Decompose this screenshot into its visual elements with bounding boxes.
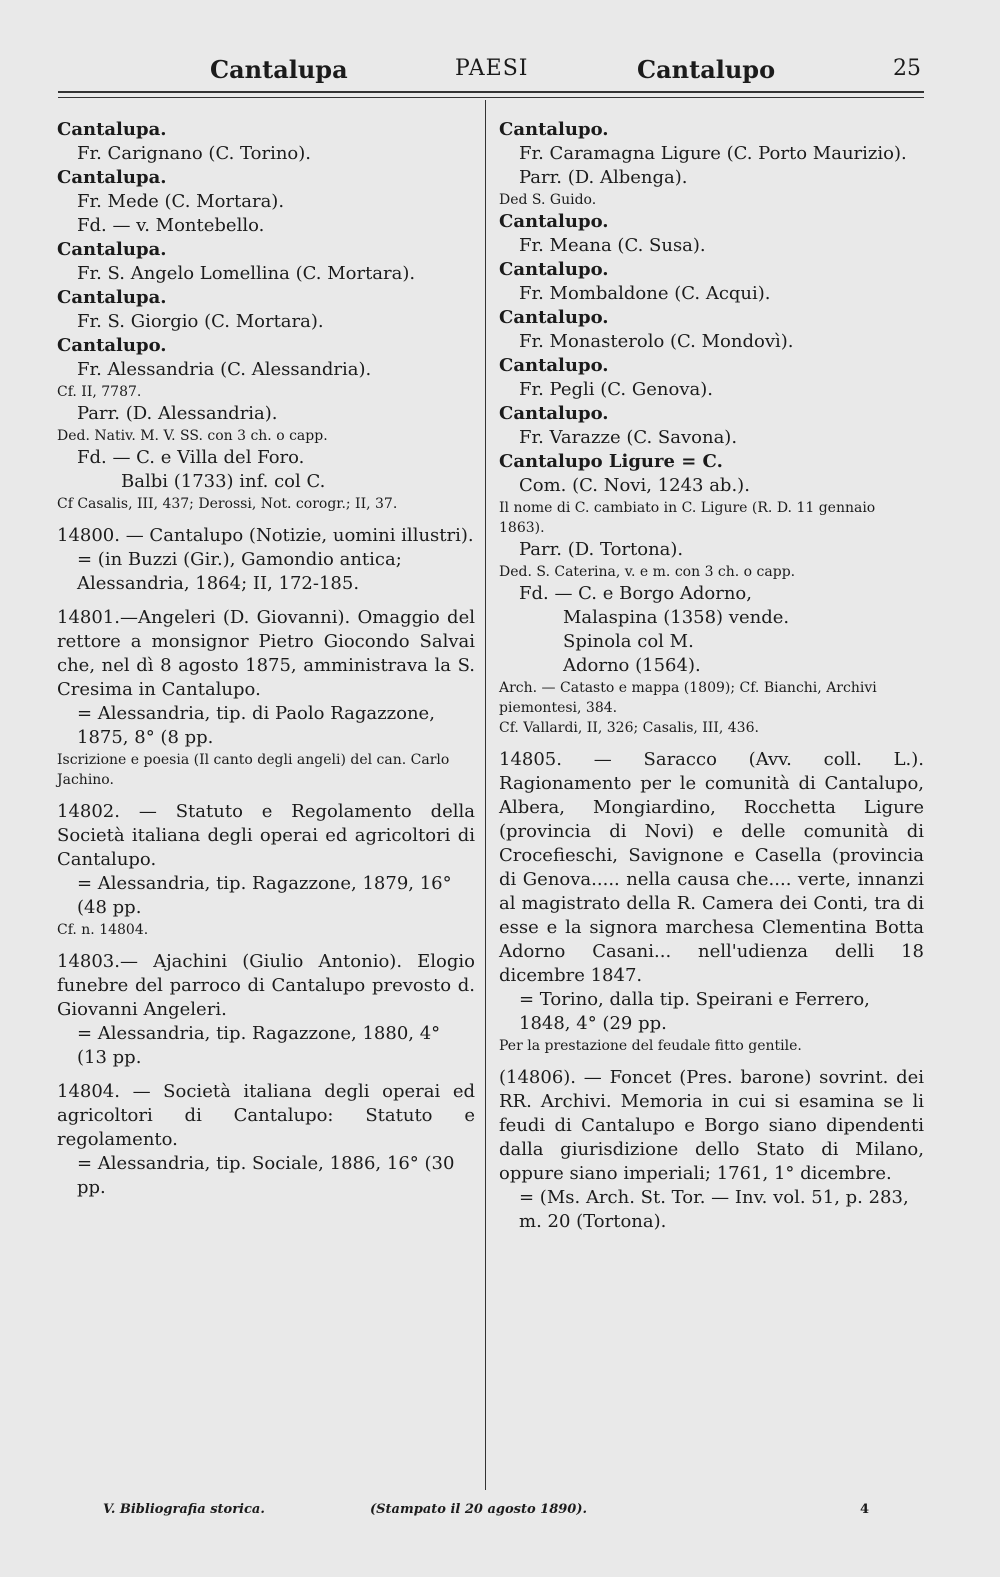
entry-line: Com. (C. Novi, 1243 ab.).: [519, 475, 750, 496]
header-rule-thick: [58, 91, 924, 93]
entry-line: Adorno (1564).: [563, 655, 701, 676]
entry-line: Fr. Varazze (C. Savona).: [519, 427, 738, 448]
page-number: 25: [893, 56, 921, 81]
place-heading: Cantalupa.: [57, 119, 167, 140]
footer-center: (Stampato il 20 agosto 1890).: [370, 1502, 588, 1517]
bibliography-entry: 14804. — Società italiana degli operai ed agricoltori di Cantalupo: Statuto e regolamento.: [57, 1081, 475, 1150]
entry-note: Il nome di C. cambiato in C. Ligure (R. D. 11 gennaio 1863).: [499, 500, 876, 536]
entry-spacer: [57, 596, 475, 606]
entry-note: Arch. — Catasto e mappa (1809); Cf. Bianchi, Archivi piemontesi, 384.: [499, 680, 877, 716]
place-heading: Cantalupa.: [57, 167, 167, 188]
entry-line: = Torino, dalla tip. Speirani e Ferrero, 1848, 4° (29 pp.: [519, 989, 870, 1034]
bibliography-entry: 14803.— Ajachini (Giulio Antonio). Elogio funebre del parroco di Cantalupo prevosto d. Giovanni Angeleri.: [57, 951, 475, 1020]
entry-line: = (in Buzzi (Gir.), Gamondio antica; Alessandria, 1864; II, 172-185.: [77, 549, 402, 594]
left-column: [57, 118, 475, 1200]
entry-line: Parr. (D. Alessandria).: [77, 403, 278, 424]
entry-line: Fr. Mede (C. Mortara).: [77, 191, 285, 212]
entry-spacer: [57, 790, 475, 800]
entry-line: Fr. Alessandria (C. Alessandria).: [77, 359, 372, 380]
entry-line: Fd. — C. e Borgo Adorno,: [519, 583, 752, 604]
column-divider: [485, 100, 486, 1490]
running-head-left: Cantalupa: [210, 55, 348, 84]
running-head-center: PAESI: [455, 56, 529, 81]
entry-spacer: [57, 1070, 475, 1080]
place-heading: Cantalupo.: [499, 355, 609, 376]
entry-spacer: [499, 738, 924, 748]
entry-spacer: [57, 514, 475, 524]
place-heading: Cantalupo.: [499, 307, 609, 328]
entry-line: Balbi (1733) inf. col C.: [121, 471, 326, 492]
place-heading: Cantalupo.: [499, 259, 609, 280]
entry-line: = (Ms. Arch. St. Tor. — Inv. vol. 51, p. 283, m. 20 (Tortona).: [519, 1187, 909, 1232]
bibliography-entry: 14801.—Angeleri (D. Giovanni). Omaggio del rettore a monsignor Pietro Giocondo Salvai che, nel dì 8 agosto 1875, amministrava la S. Cresima in Cantalupo.: [57, 607, 475, 700]
entry-note: Iscrizione e poesia (Il canto degli angeli) del can. Carlo Jachino.: [57, 752, 450, 788]
entry-line: Fr. Monasterolo (C. Mondovì).: [519, 331, 794, 352]
entry-line: Fr. S. Angelo Lomellina (C. Mortara).: [77, 263, 416, 284]
entry-line: Fr. Pegli (C. Genova).: [519, 379, 713, 400]
bibliography-entry: 14800. — Cantalupo (Notizie, uomini illustri).: [57, 525, 474, 546]
place-heading: Cantalupo.: [499, 403, 609, 424]
right-column: [499, 118, 924, 1234]
bibliography-entry: (14806). — Foncet (Pres. barone) sovrint. dei RR. Archivi. Memoria in cui si esamina se li feudi di Cantalupo e Borgo siano dipendenti dalla giurisdizione dello Stato di Milano, oppure siano imperiali; 1761, 1° dicembre.: [499, 1067, 924, 1184]
entry-note: Per la prestazione del feudale fitto gentile.: [499, 1038, 802, 1054]
entry-line: = Alessandria, tip. Sociale, 1886, 16° (30 pp.: [77, 1153, 455, 1198]
entry-line: Parr. (D. Albenga).: [519, 167, 688, 188]
entry-note: Cf Casalis, III, 437; Derossi, Not. corogr.; II, 37.: [57, 496, 398, 512]
footer-left: V. Bibliografia storica.: [103, 1502, 265, 1517]
entry-line: Fr. Meana (C. Susa).: [519, 235, 706, 256]
entry-line: Fd. — C. e Villa del Foro.: [77, 447, 305, 468]
entry-note: Cf. n. 14804.: [57, 922, 149, 938]
entry-note: Cf. II, 7787.: [57, 384, 142, 400]
entry-line: Fr. S. Giorgio (C. Mortara).: [77, 311, 324, 332]
place-heading: Cantalupo.: [499, 119, 609, 140]
entry-note: Ded. S. Caterina, v. e m. con 3 ch. o capp.: [499, 564, 796, 580]
entry-spacer: [499, 1056, 924, 1066]
place-heading: Cantalupa.: [57, 287, 167, 308]
place-heading: Cantalupo Ligure = C.: [499, 451, 723, 472]
entry-line: Malaspina (1358) vende.: [563, 607, 790, 628]
entry-line: Fr. Mombaldone (C. Acqui).: [519, 283, 771, 304]
entry-line: Fd. — v. Montebello.: [77, 215, 265, 236]
running-head-right: Cantalupo: [637, 55, 776, 84]
entry-line: Parr. (D. Tortona).: [519, 539, 684, 560]
entry-note: Cf. Vallardi, II, 326; Casalis, III, 436.: [499, 720, 759, 736]
entry-line: = Alessandria, tip. di Paolo Ragazzone, 1875, 8° (8 pp.: [77, 703, 435, 748]
entry-line: = Alessandria, tip. Ragazzone, 1879, 16° (48 pp.: [77, 873, 452, 918]
place-heading: Cantalupo.: [499, 211, 609, 232]
entry-line: Spinola col M.: [563, 631, 694, 652]
bibliography-entry: 14802. — Statuto e Regolamento della Società italiana degli operai ed agricoltori di Cantalupo.: [57, 801, 475, 870]
entry-line: Fr. Caramagna Ligure (C. Porto Maurizio).: [519, 143, 907, 164]
entry-note: Ded S. Guido.: [499, 192, 597, 208]
entry-line: = Alessandria, tip. Ragazzone, 1880, 4° (13 pp.: [77, 1023, 441, 1068]
header-rule-thin: [58, 97, 924, 98]
place-heading: Cantalupo.: [57, 335, 167, 356]
entry-spacer: [57, 940, 475, 950]
bibliography-entry: 14805. — Saracco (Avv. coll. L.). Ragionamento per le comunità di Cantalupo, Albera, Mongiardino, Rocchetta Ligure (provincia di Novi) e delle comunità di Crocefieschi, Savignone e Casella (provincia di Genova..... nella causa che.... verte, innanzi al magistrato della R. Camera dei Conti, tra di esse e la signora marchesa Clementina Botta Adorno Casani... nell'udienza delli 18 dicembre 1847.: [499, 749, 924, 986]
entry-note: Ded. Nativ. M. V. SS. con 3 ch. o capp.: [57, 428, 328, 444]
footer-right: 4: [860, 1502, 870, 1517]
place-heading: Cantalupa.: [57, 239, 167, 260]
entry-line: Fr. Carignano (C. Torino).: [77, 143, 311, 164]
